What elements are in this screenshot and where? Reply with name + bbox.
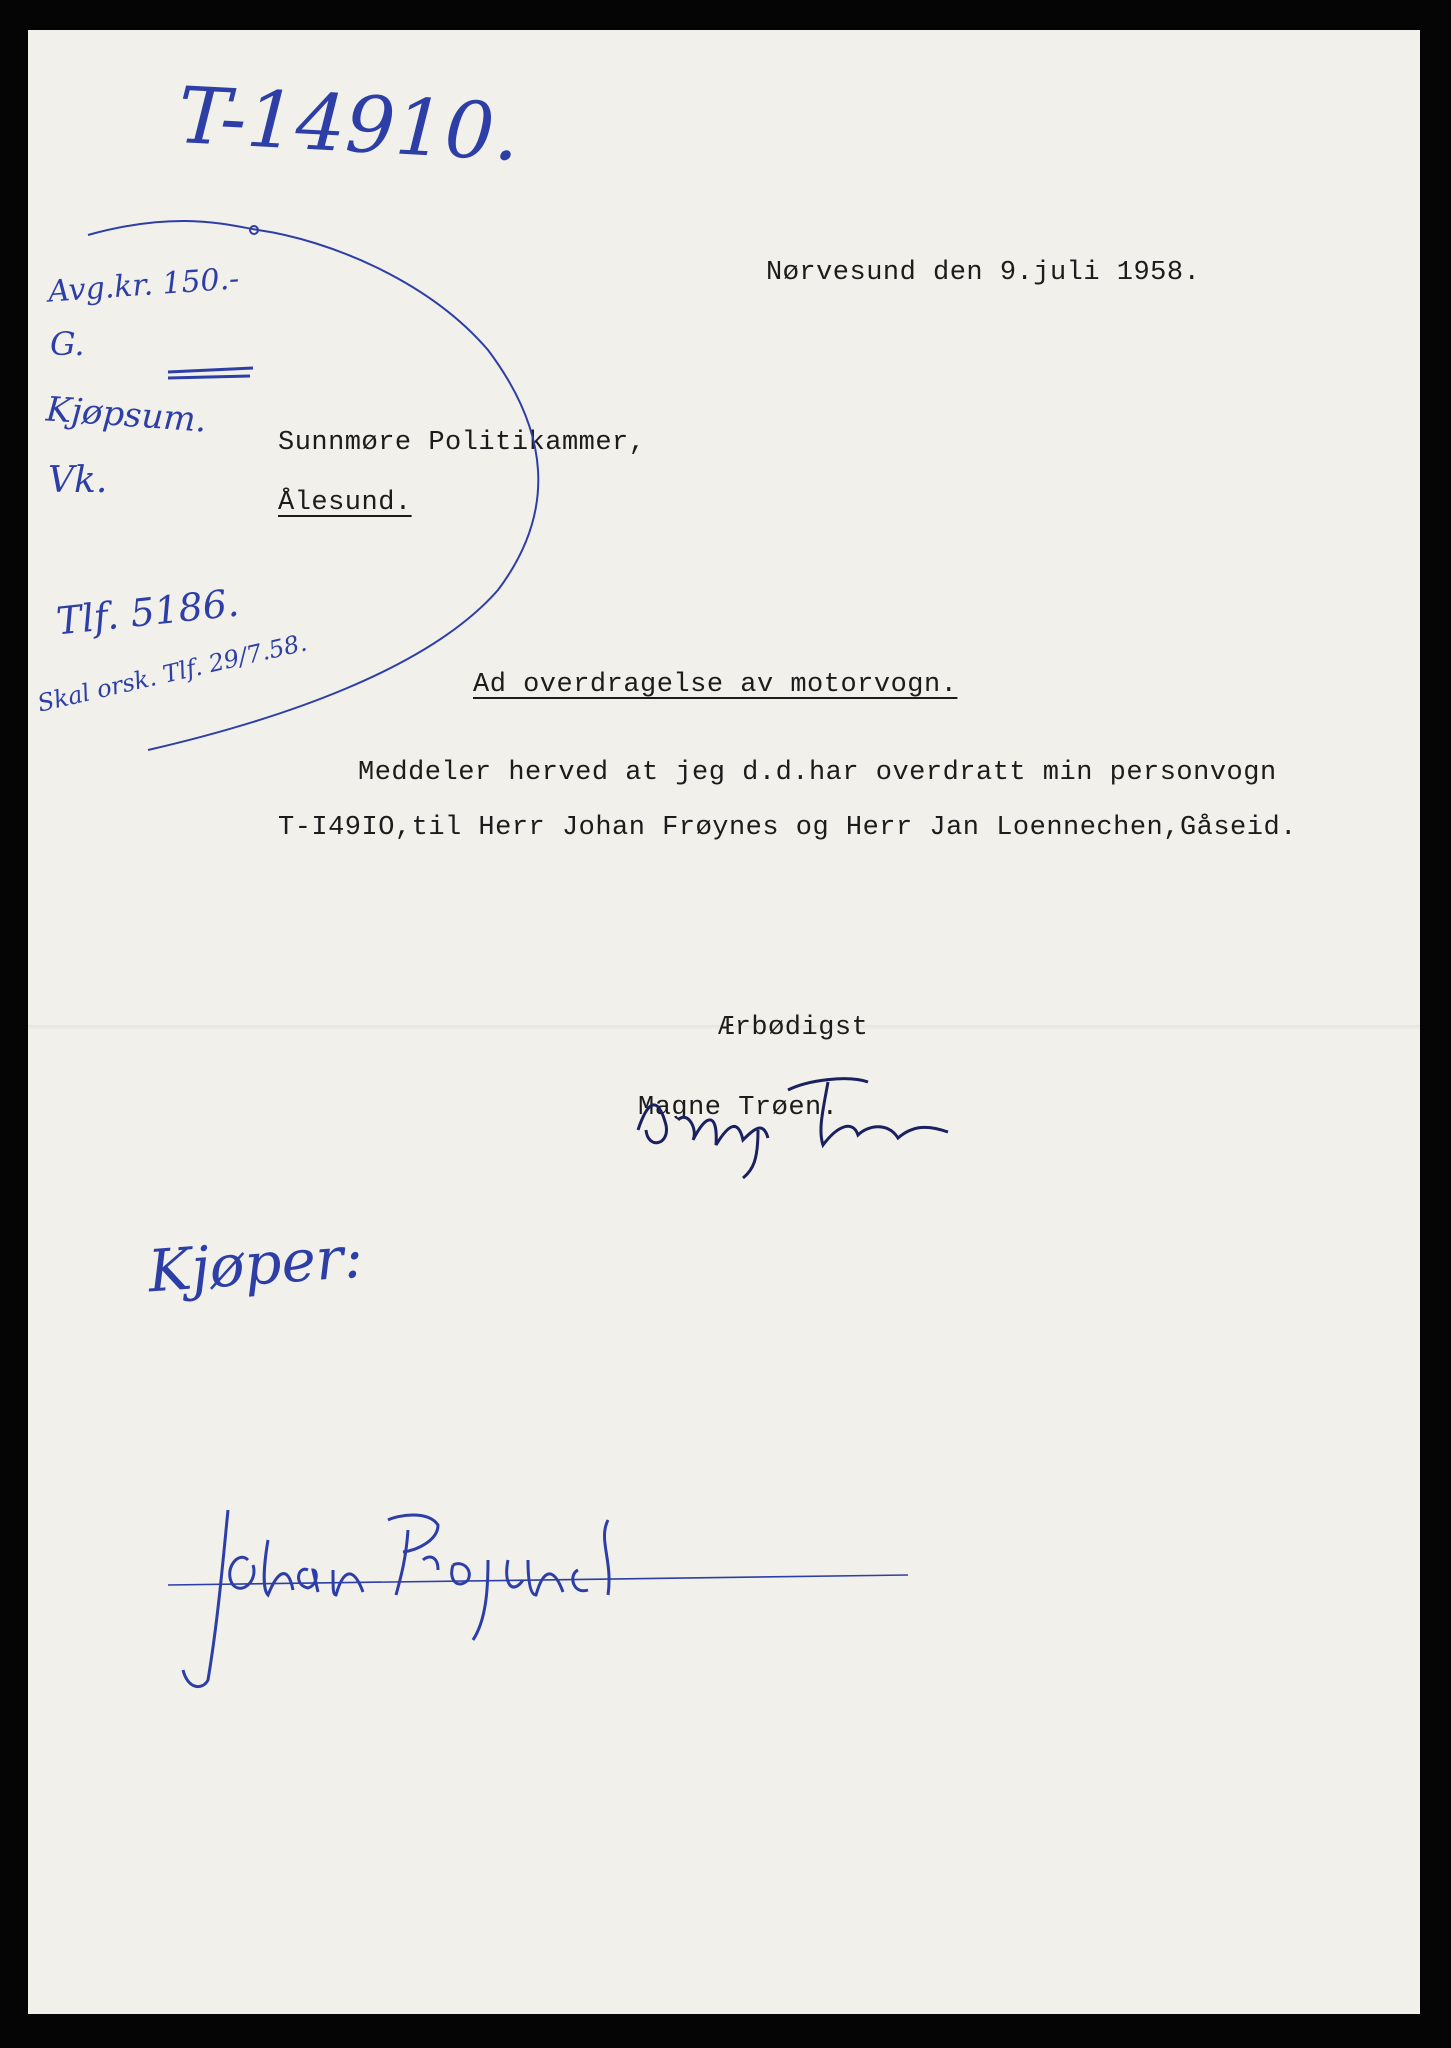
handwritten-vk: Vk.: [48, 460, 108, 501]
handwritten-kjopsum: Kjøpsum.: [44, 389, 208, 441]
handwritten-fee: Avg.kr. 150.-: [47, 261, 241, 310]
handwritten-reg-number: T-14910.: [175, 71, 522, 179]
body-line-1: Meddeler herved at jeg d.d.har overdratt min personvogn: [358, 758, 1277, 788]
letter-sheet: [28, 30, 1420, 2014]
handwritten-tlf: Tlf. 5186.: [54, 580, 241, 644]
handwritten-kjoper-label: Kjøper:: [145, 1222, 366, 1306]
body-line-2: T-I49IO,til Herr Johan Frøynes og Herr Jan Loennechen,Gåseid.: [278, 813, 1297, 843]
recipient-name: Sunnmøre Politikammer,: [278, 428, 646, 458]
seller-signature: [618, 1070, 978, 1180]
handwritten-g-mark: G.: [50, 325, 85, 363]
closing: Ærbødigst: [718, 1013, 869, 1043]
buyer-signature: [168, 1500, 688, 1700]
recipient-city: Ålesund.: [278, 488, 412, 518]
letter-subject: Ad overdragelse av motorvogn.: [473, 670, 958, 700]
place-and-date: Nørvesund den 9.juli 1958.: [766, 258, 1201, 288]
handwritten-phone-note: Skal orsk. Tlf. 29/7.58.: [34, 628, 310, 718]
typed-signatory-name: Magne Trøen.: [638, 1093, 839, 1123]
